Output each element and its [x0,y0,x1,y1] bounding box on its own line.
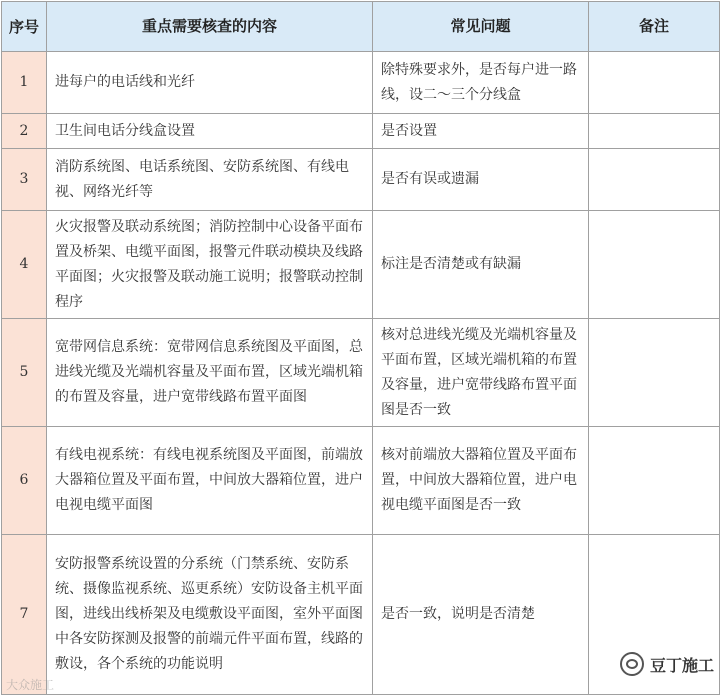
table-row [2,114,720,149]
row-issue: 是否设置 [373,114,589,149]
row-content: 消防系统图、电话系统图、安防系统图、有线电视、网络光纤等 [47,149,373,211]
header-no: 序号 [2,2,47,52]
table-row [2,149,720,211]
row-note [589,114,720,149]
row-issue: 核对总进线光缆及光端机容量及平面布置，区域光端机箱的布置及容量，进户宽带线路布置平面图是否一致 [373,319,589,427]
row-number: 4 [2,211,47,319]
wechat-icon [620,652,644,676]
row-number: 7 [2,535,47,695]
review-table [1,1,720,695]
watermark-faint: 大众施工 [6,678,55,692]
watermark-logo [620,652,714,676]
table-row [2,211,720,319]
row-note [589,149,720,211]
row-note [589,211,720,319]
row-number: 6 [2,427,47,535]
row-issue: 核对前端放大器箱位置及平面布置，中间放大器箱位置，进户电视电缆平面图是否一致 [373,427,589,535]
row-number: 1 [2,52,47,114]
row-content: 进每户的电话线和光纤 [47,52,373,114]
table-row [2,427,720,535]
row-number: 2 [2,114,47,149]
row-content: 宽带网信息系统：宽带网信息系统图及平面图，总进线光缆及光端机容量及平面布置，区域光端机箱的布置及容量，进户宽带线路布置平面图 [47,319,373,427]
header-row [2,2,720,52]
row-content: 火灾报警及联动系统图；消防控制中心设备平面布置及桥架、电缆平面图，报警元件联动模块及线路平面图；火灾报警及联动施工说明；报警联动控制程序 [47,211,373,319]
row-content: 卫生间电话分线盒设置 [47,114,373,149]
row-issue: 除特殊要求外，是否每户进一路线，设二～三个分线盒 [373,52,589,114]
watermark-text: 豆丁施工 [650,655,715,675]
row-content: 安防报警系统设置的分系统（门禁系统、安防系统、摄像监视系统、巡更系统）安防设备主机平面图，进线出线桥架及电缆敷设平面图，室外平面图中各安防探测及报警的前端元件平面布置，线路的敷设，各个系统的功能说明 [47,535,373,695]
header-note: 备注 [589,2,720,52]
header-issue: 常见问题 [373,2,589,52]
row-issue: 是否一致，说明是否清楚 [373,535,589,695]
row-content: 有线电视系统：有线电视系统图及平面图，前端放大器箱位置及平面布置，中间放大器箱位置，进户电视电缆平面图 [47,427,373,535]
table-row [2,52,720,114]
header-content: 重点需要核查的内容 [47,2,373,52]
row-number: 5 [2,319,47,427]
row-number: 3 [2,149,47,211]
table-row [2,319,720,427]
row-note [589,427,720,535]
row-issue: 是否有误或遗漏 [373,149,589,211]
row-note [589,52,720,114]
row-issue: 标注是否清楚或有缺漏 [373,211,589,319]
row-note [589,319,720,427]
table-row [2,535,720,695]
